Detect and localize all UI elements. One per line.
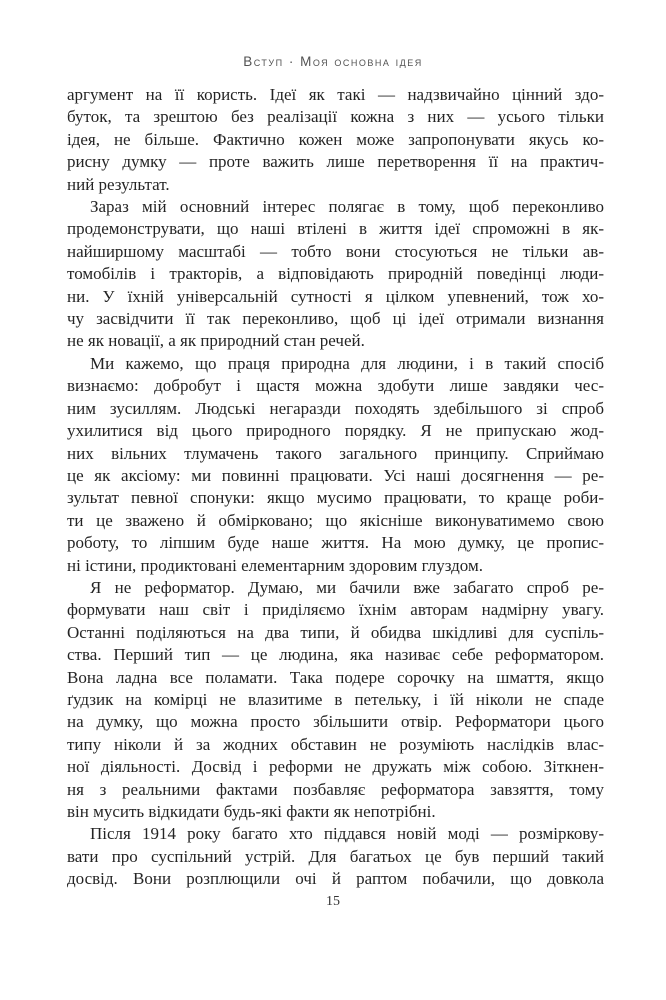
paragraph	[67, 196, 604, 353]
text-line: ґудзик на комірці не влазитиме в петельку, і їй ніколи не спаде	[67, 689, 604, 709]
text-line: ним зусиллям. Людські негаразди походять здебільшого зі спроб	[67, 398, 604, 418]
paragraph	[67, 577, 604, 823]
text-line: них вільних тлумачень такого загального принципу. Сприймаю	[67, 443, 604, 463]
text-line: ної діяльності. Досвід і реформи не дружать між собою. Зіткнен-	[67, 757, 604, 777]
text-line: досвід. Вони розплющили очі й раптом побачили, що довкола	[67, 869, 604, 889]
text-line: формувати наш світ і приділяємо їхнім авторам надмірну увагу.	[67, 600, 604, 620]
text-line: Ми кажемо, що праця природна для людини, і в такий спосіб	[90, 353, 604, 373]
text-line: Зараз мій основний інтерес полягає в тому, щоб переконливо	[90, 197, 604, 217]
text-line: роботу, то ліпшим буде наше життя. На мою думку, це пропис-	[67, 533, 604, 553]
text-line: це як аксіому: ми повинні працювати. Усі наші досягнення — ре-	[67, 465, 604, 485]
text-line: ти це зважено й обмірковано; що якісніше виконуватимемо свою	[67, 510, 604, 530]
text-line: Останні поділяються на два типи, й обидва шкідливі для суспіль-	[67, 622, 604, 642]
text-line: продемонструвати, що наші втілені в життя ідеї спроможні в як-	[67, 219, 604, 239]
text-line: не як новації, а як природний стан речей.	[67, 331, 365, 351]
text-line: рисну думку — проте важить лише перетворення її на практич-	[67, 152, 604, 172]
text-line: на думку, що можна просто збільшити отвір. Реформатори цього	[67, 712, 604, 732]
text-line: ни. У їхній універсальній сутності я цілком упевнений, тож хо-	[67, 286, 604, 306]
text-line: визнаємо: добробут і щастя можна здобути лише завдяки чес-	[67, 376, 604, 396]
text-line: ства. Перший тип — це людина, яка називає себе реформатором.	[67, 645, 604, 665]
text-line: буток, та зрештою без реалізації кожна з них — усього тільки	[67, 107, 604, 127]
text-line: ідея, не більше. Фактично кожен може запропонувати якусь ко-	[67, 129, 604, 149]
text-line: ні істини, продиктовані елементарним здоровим глуздом.	[67, 555, 483, 575]
text-line: томобілів і тракторів, а відповідають природній поведінці люди-	[67, 264, 604, 284]
text-line: Вона ладна все поламати. Така подере сорочку на шмаття, якщо	[67, 667, 604, 687]
text-line: чу засвідчити її так переконливо, щоб ці ідеї отримали визнання	[67, 309, 604, 329]
running-header: Вступ · Моя основна ідея	[243, 54, 423, 69]
paragraph	[67, 84, 604, 196]
text-line: вати про суспільний устрій. Для багатьох це був перший такий	[67, 846, 604, 866]
text-line: Я не реформатор. Думаю, ми бачили вже забагато спроб ре-	[90, 577, 604, 597]
page-number: 15	[326, 894, 340, 909]
text-line: він мусить відкидати будь-які факти як непотрібні.	[67, 802, 436, 821]
text-line: найширшому масштабі — тобто вони стосуються не тільки ав-	[67, 241, 604, 261]
text-line: ухилитися від цього природного порядку. Я не припускаю жод-	[67, 421, 604, 441]
text-line: Після 1914 року багато хто піддався новій моді — розміркову-	[90, 824, 604, 844]
text-line: зультат певної спонуки: якщо мусимо працювати, то краще роби-	[67, 488, 604, 508]
text-line: ний результат.	[67, 174, 170, 194]
paragraph	[67, 823, 604, 890]
text-line: типу ніколи й за жодних обставин не розуміють наслідків влас-	[67, 734, 604, 754]
body-text	[67, 84, 604, 891]
text-line: ня з реальними фактами позбавляє реформатора завзяття, тому	[67, 779, 604, 799]
paragraph	[67, 353, 604, 577]
text-line: аргумент на її користь. Ідеї як такі — надзвичайно цінний здо-	[67, 85, 604, 104]
